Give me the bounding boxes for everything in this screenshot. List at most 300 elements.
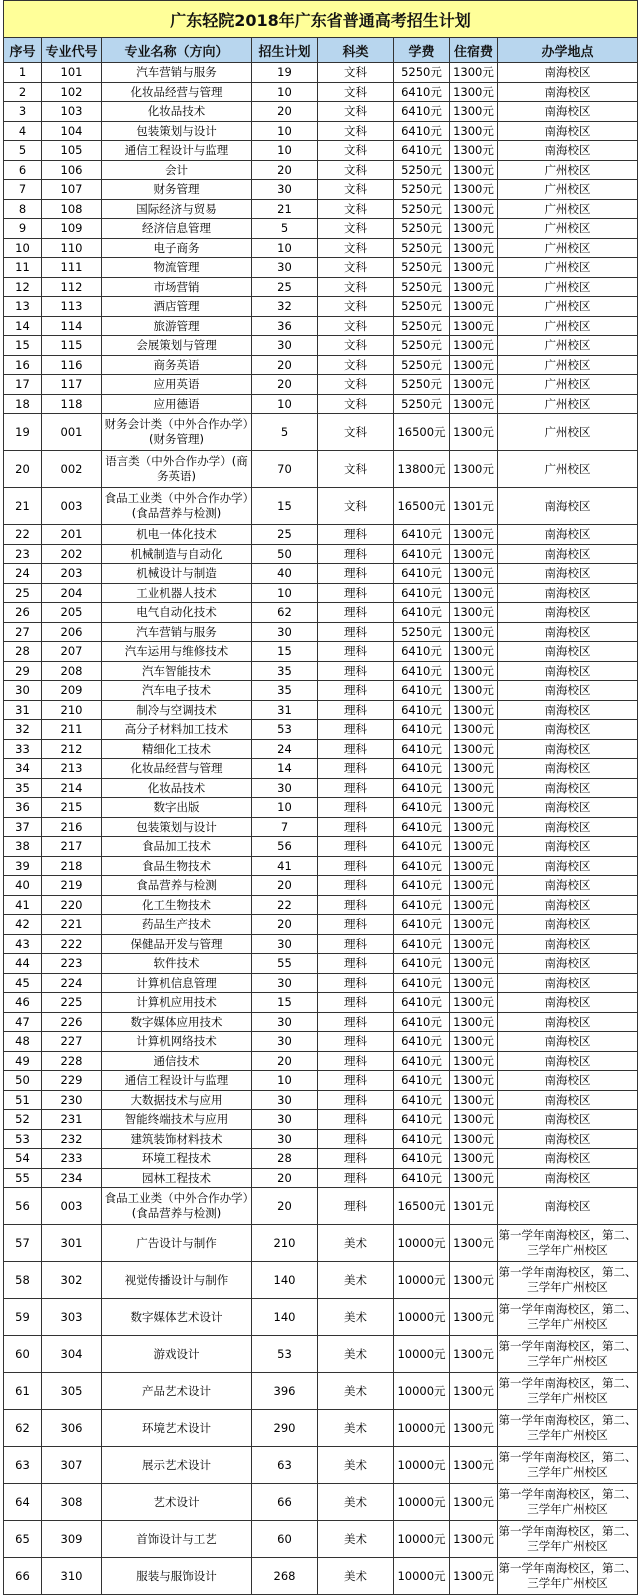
cell-campus: 第一学年南海校区，第二、三学年广州校区 <box>498 1299 638 1336</box>
col-header-category: 科类 <box>318 38 394 63</box>
cell-tuition: 6410元 <box>394 778 450 798</box>
cell-code: 216 <box>42 817 102 837</box>
table-row <box>4 297 638 317</box>
cell-major: 商务英语 <box>102 355 252 375</box>
table-row <box>4 1168 638 1188</box>
cell-quota: 25 <box>252 277 318 297</box>
cell-dorm-fee: 1300元 <box>450 238 498 258</box>
table-row <box>4 1225 638 1262</box>
cell-quota: 66 <box>252 1484 318 1521</box>
cell-major: 食品加工技术 <box>102 837 252 857</box>
cell-tuition: 16500元 <box>394 414 450 451</box>
cell-dorm-fee: 1300元 <box>450 1129 498 1149</box>
cell-category: 理科 <box>318 837 394 857</box>
cell-dorm-fee: 1300元 <box>450 355 498 375</box>
cell-tuition: 16500元 <box>394 1188 450 1225</box>
table-row <box>4 394 638 414</box>
cell-dorm-fee: 1300元 <box>450 1110 498 1130</box>
cell-quota: 31 <box>252 700 318 720</box>
cell-index: 66 <box>4 1558 42 1595</box>
table-row <box>4 564 638 584</box>
cell-code: 001 <box>42 414 102 451</box>
cell-major: 国际经济与贸易 <box>102 199 252 219</box>
cell-code: 208 <box>42 661 102 681</box>
cell-major: 环境工程技术 <box>102 1149 252 1169</box>
cell-tuition: 16500元 <box>394 488 450 525</box>
cell-quota: 55 <box>252 954 318 974</box>
cell-tuition: 5250元 <box>394 238 450 258</box>
table-row <box>4 720 638 740</box>
cell-quota: 20 <box>252 1188 318 1225</box>
table-row <box>4 856 638 876</box>
cell-tuition: 6410元 <box>394 1051 450 1071</box>
cell-index: 39 <box>4 856 42 876</box>
cell-major: 大数据技术与应用 <box>102 1090 252 1110</box>
cell-dorm-fee: 1300元 <box>450 642 498 662</box>
cell-campus: 南海校区 <box>498 1149 638 1169</box>
cell-tuition: 6410元 <box>394 1149 450 1169</box>
cell-campus: 南海校区 <box>498 876 638 896</box>
cell-dorm-fee: 1300元 <box>450 375 498 395</box>
cell-tuition: 6410元 <box>394 915 450 935</box>
cell-major: 精细化工技术 <box>102 739 252 759</box>
cell-category: 理科 <box>318 700 394 720</box>
cell-major: 食品工业类（中外合作办学）(食品营养与检测) <box>102 1188 252 1225</box>
cell-major: 汽车营销与服务 <box>102 63 252 83</box>
cell-major: 食品营养与检测 <box>102 876 252 896</box>
cell-tuition: 5250元 <box>394 355 450 375</box>
cell-code: 228 <box>42 1051 102 1071</box>
cell-code: 219 <box>42 876 102 896</box>
cell-category: 理科 <box>318 915 394 935</box>
cell-campus: 南海校区 <box>498 1090 638 1110</box>
cell-quota: 30 <box>252 934 318 954</box>
cell-category: 理科 <box>318 1168 394 1188</box>
cell-dorm-fee: 1300元 <box>450 63 498 83</box>
cell-index: 21 <box>4 488 42 525</box>
cell-quota: 30 <box>252 622 318 642</box>
cell-index: 11 <box>4 258 42 278</box>
cell-campus: 第一学年南海校区，第二、三学年广州校区 <box>498 1336 638 1373</box>
cell-campus: 南海校区 <box>498 1012 638 1032</box>
cell-index: 10 <box>4 238 42 258</box>
cell-tuition: 6410元 <box>394 817 450 837</box>
table-row <box>4 1188 638 1225</box>
cell-dorm-fee: 1300元 <box>450 1090 498 1110</box>
cell-tuition: 5250元 <box>394 258 450 278</box>
cell-category: 文科 <box>318 451 394 488</box>
table-row <box>4 739 638 759</box>
cell-category: 文科 <box>318 316 394 336</box>
cell-quota: 30 <box>252 180 318 200</box>
cell-campus: 南海校区 <box>498 1110 638 1130</box>
cell-code: 003 <box>42 1188 102 1225</box>
cell-tuition: 5250元 <box>394 219 450 239</box>
cell-dorm-fee: 1300元 <box>450 297 498 317</box>
cell-index: 28 <box>4 642 42 662</box>
cell-code: 115 <box>42 336 102 356</box>
cell-tuition: 6410元 <box>394 141 450 161</box>
cell-index: 59 <box>4 1299 42 1336</box>
cell-code: 107 <box>42 180 102 200</box>
cell-tuition: 6410元 <box>394 954 450 974</box>
cell-campus: 南海校区 <box>498 1129 638 1149</box>
table-row <box>4 141 638 161</box>
cell-campus: 广州校区 <box>498 277 638 297</box>
cell-dorm-fee: 1300元 <box>450 1484 498 1521</box>
cell-dorm-fee: 1300元 <box>450 414 498 451</box>
table-row <box>4 954 638 974</box>
cell-dorm-fee: 1300元 <box>450 1168 498 1188</box>
cell-category: 美术 <box>318 1299 394 1336</box>
cell-campus: 南海校区 <box>498 895 638 915</box>
cell-campus: 南海校区 <box>498 720 638 740</box>
cell-index: 19 <box>4 414 42 451</box>
cell-category: 美术 <box>318 1373 394 1410</box>
cell-campus: 南海校区 <box>498 1071 638 1091</box>
table-row <box>4 451 638 488</box>
cell-index: 60 <box>4 1336 42 1373</box>
cell-dorm-fee: 1300元 <box>450 817 498 837</box>
cell-dorm-fee: 1300元 <box>450 1336 498 1373</box>
enrollment-plan-sheet <box>3 0 637 1595</box>
cell-index: 65 <box>4 1521 42 1558</box>
cell-code: 116 <box>42 355 102 375</box>
cell-quota: 30 <box>252 336 318 356</box>
table-row <box>4 915 638 935</box>
cell-major: 会展策划与管理 <box>102 336 252 356</box>
cell-tuition: 10000元 <box>394 1225 450 1262</box>
cell-major: 通信工程设计与监理 <box>102 1071 252 1091</box>
cell-index: 26 <box>4 603 42 623</box>
cell-quota: 10 <box>252 1071 318 1091</box>
cell-dorm-fee: 1300元 <box>450 1521 498 1558</box>
cell-index: 50 <box>4 1071 42 1091</box>
table-row <box>4 238 638 258</box>
table-row <box>4 1484 638 1521</box>
cell-category: 文科 <box>318 219 394 239</box>
cell-campus: 南海校区 <box>498 488 638 525</box>
cell-category: 文科 <box>318 277 394 297</box>
table-row <box>4 1447 638 1484</box>
cell-category: 理科 <box>318 1090 394 1110</box>
cell-dorm-fee: 1300元 <box>450 544 498 564</box>
cell-code: 302 <box>42 1262 102 1299</box>
cell-dorm-fee: 1300元 <box>450 1051 498 1071</box>
cell-quota: 10 <box>252 583 318 603</box>
cell-category: 理科 <box>318 1149 394 1169</box>
cell-quota: 20 <box>252 160 318 180</box>
cell-major: 财务管理 <box>102 180 252 200</box>
cell-campus: 广州校区 <box>498 258 638 278</box>
cell-major: 通信工程设计与监理 <box>102 141 252 161</box>
cell-tuition: 6410元 <box>394 1168 450 1188</box>
table-row <box>4 1521 638 1558</box>
cell-index: 4 <box>4 121 42 141</box>
cell-dorm-fee: 1300元 <box>450 759 498 779</box>
cell-dorm-fee: 1300元 <box>450 1149 498 1169</box>
cell-quota: 50 <box>252 544 318 564</box>
cell-major: 环境艺术设计 <box>102 1410 252 1447</box>
cell-category: 文科 <box>318 297 394 317</box>
cell-major: 汽车电子技术 <box>102 681 252 701</box>
cell-code: 306 <box>42 1410 102 1447</box>
table-row <box>4 258 638 278</box>
cell-dorm-fee: 1300元 <box>450 121 498 141</box>
cell-code: 112 <box>42 277 102 297</box>
cell-code: 309 <box>42 1521 102 1558</box>
table-row <box>4 63 638 83</box>
cell-major: 数字媒体应用技术 <box>102 1012 252 1032</box>
cell-category: 理科 <box>318 603 394 623</box>
cell-index: 63 <box>4 1447 42 1484</box>
table-row <box>4 973 638 993</box>
cell-code: 101 <box>42 63 102 83</box>
col-header-dorm-fee: 住宿费 <box>450 38 498 63</box>
table-body <box>4 63 638 1595</box>
cell-category: 文科 <box>318 355 394 375</box>
cell-tuition: 5250元 <box>394 316 450 336</box>
cell-index: 36 <box>4 798 42 818</box>
cell-category: 美术 <box>318 1521 394 1558</box>
cell-major: 机械制造与自动化 <box>102 544 252 564</box>
cell-tuition: 5250元 <box>394 277 450 297</box>
cell-campus: 南海校区 <box>498 934 638 954</box>
cell-index: 48 <box>4 1032 42 1052</box>
table-row <box>4 121 638 141</box>
cell-quota: 35 <box>252 661 318 681</box>
cell-code: 233 <box>42 1149 102 1169</box>
cell-tuition: 6410元 <box>394 739 450 759</box>
cell-quota: 10 <box>252 394 318 414</box>
table-row <box>4 759 638 779</box>
cell-code: 111 <box>42 258 102 278</box>
col-header-major: 专业名称（方向） <box>102 38 252 63</box>
cell-quota: 20 <box>252 876 318 896</box>
cell-quota: 60 <box>252 1521 318 1558</box>
cell-tuition: 6410元 <box>394 661 450 681</box>
cell-major: 汽车智能技术 <box>102 661 252 681</box>
cell-dorm-fee: 1300元 <box>450 583 498 603</box>
cell-campus: 南海校区 <box>498 817 638 837</box>
cell-index: 53 <box>4 1129 42 1149</box>
cell-code: 205 <box>42 603 102 623</box>
cell-campus: 广州校区 <box>498 336 638 356</box>
table-row <box>4 700 638 720</box>
cell-quota: 20 <box>252 915 318 935</box>
cell-category: 理科 <box>318 973 394 993</box>
cell-category: 理科 <box>318 876 394 896</box>
cell-tuition: 6410元 <box>394 121 450 141</box>
cell-tuition: 10000元 <box>394 1447 450 1484</box>
cell-code: 310 <box>42 1558 102 1595</box>
cell-campus: 南海校区 <box>498 739 638 759</box>
cell-code: 223 <box>42 954 102 974</box>
cell-tuition: 6410元 <box>394 798 450 818</box>
cell-dorm-fee: 1300元 <box>450 954 498 974</box>
table-row <box>4 583 638 603</box>
cell-tuition: 6410元 <box>394 1090 450 1110</box>
cell-dorm-fee: 1300元 <box>450 199 498 219</box>
cell-major: 计算机应用技术 <box>102 993 252 1013</box>
cell-code: 222 <box>42 934 102 954</box>
cell-category: 文科 <box>318 199 394 219</box>
cell-major: 财务会计类（中外合作办学）(财务管理) <box>102 414 252 451</box>
cell-dorm-fee: 1300元 <box>450 934 498 954</box>
cell-category: 文科 <box>318 238 394 258</box>
cell-index: 15 <box>4 336 42 356</box>
cell-quota: 14 <box>252 759 318 779</box>
cell-category: 文科 <box>318 141 394 161</box>
cell-dorm-fee: 1300元 <box>450 1225 498 1262</box>
table-row <box>4 160 638 180</box>
cell-major: 药品生产技术 <box>102 915 252 935</box>
cell-dorm-fee: 1300元 <box>450 720 498 740</box>
cell-dorm-fee: 1300元 <box>450 661 498 681</box>
cell-dorm-fee: 1300元 <box>450 895 498 915</box>
cell-category: 理科 <box>318 993 394 1013</box>
table-row <box>4 661 638 681</box>
cell-tuition: 10000元 <box>394 1558 450 1595</box>
cell-category: 理科 <box>318 564 394 584</box>
cell-quota: 24 <box>252 739 318 759</box>
cell-major: 旅游管理 <box>102 316 252 336</box>
cell-index: 5 <box>4 141 42 161</box>
cell-index: 62 <box>4 1410 42 1447</box>
cell-category: 理科 <box>318 622 394 642</box>
cell-category: 文科 <box>318 375 394 395</box>
cell-campus: 第一学年南海校区，第二、三学年广州校区 <box>498 1410 638 1447</box>
cell-category: 理科 <box>318 661 394 681</box>
cell-index: 45 <box>4 973 42 993</box>
table-row <box>4 525 638 545</box>
cell-index: 55 <box>4 1168 42 1188</box>
cell-index: 37 <box>4 817 42 837</box>
cell-major: 园林工程技术 <box>102 1168 252 1188</box>
cell-major: 机电一体化技术 <box>102 525 252 545</box>
cell-major: 游戏设计 <box>102 1336 252 1373</box>
cell-index: 47 <box>4 1012 42 1032</box>
cell-major: 酒店管理 <box>102 297 252 317</box>
cell-code: 104 <box>42 121 102 141</box>
cell-major: 数字媒体艺术设计 <box>102 1299 252 1336</box>
table-row <box>4 642 638 662</box>
cell-campus: 南海校区 <box>498 603 638 623</box>
cell-major: 软件技术 <box>102 954 252 974</box>
cell-quota: 40 <box>252 564 318 584</box>
cell-quota: 21 <box>252 199 318 219</box>
cell-index: 46 <box>4 993 42 1013</box>
cell-tuition: 10000元 <box>394 1299 450 1336</box>
cell-major: 汽车运用与维修技术 <box>102 642 252 662</box>
cell-major: 展示艺术设计 <box>102 1447 252 1484</box>
cell-dorm-fee: 1300元 <box>450 915 498 935</box>
cell-campus: 南海校区 <box>498 63 638 83</box>
cell-quota: 22 <box>252 895 318 915</box>
table-row <box>4 993 638 1013</box>
cell-quota: 32 <box>252 297 318 317</box>
cell-campus: 南海校区 <box>498 661 638 681</box>
cell-quota: 20 <box>252 1051 318 1071</box>
cell-dorm-fee: 1300元 <box>450 102 498 122</box>
cell-quota: 15 <box>252 642 318 662</box>
cell-campus: 广州校区 <box>498 355 638 375</box>
cell-tuition: 6410元 <box>394 1012 450 1032</box>
cell-campus: 南海校区 <box>498 121 638 141</box>
cell-code: 103 <box>42 102 102 122</box>
cell-category: 美术 <box>318 1225 394 1262</box>
cell-quota: 53 <box>252 1336 318 1373</box>
cell-index: 3 <box>4 102 42 122</box>
cell-category: 理科 <box>318 583 394 603</box>
cell-dorm-fee: 1300元 <box>450 856 498 876</box>
cell-category: 理科 <box>318 954 394 974</box>
cell-campus: 广州校区 <box>498 160 638 180</box>
cell-code: 102 <box>42 82 102 102</box>
cell-category: 理科 <box>318 1012 394 1032</box>
cell-major: 工业机器人技术 <box>102 583 252 603</box>
col-header-quota: 招生计划 <box>252 38 318 63</box>
cell-category: 文科 <box>318 488 394 525</box>
cell-index: 22 <box>4 525 42 545</box>
cell-major: 智能终端技术与应用 <box>102 1110 252 1130</box>
cell-quota: 20 <box>252 355 318 375</box>
header-row <box>4 38 638 63</box>
cell-index: 51 <box>4 1090 42 1110</box>
table-row <box>4 316 638 336</box>
cell-dorm-fee: 1300元 <box>450 1032 498 1052</box>
col-header-tuition: 学费 <box>394 38 450 63</box>
cell-campus: 广州校区 <box>498 394 638 414</box>
cell-code: 304 <box>42 1336 102 1373</box>
cell-dorm-fee: 1300元 <box>450 837 498 857</box>
cell-quota: 41 <box>252 856 318 876</box>
table-row <box>4 102 638 122</box>
cell-campus: 广州校区 <box>498 375 638 395</box>
cell-quota: 53 <box>252 720 318 740</box>
cell-code: 225 <box>42 993 102 1013</box>
cell-tuition: 6410元 <box>394 895 450 915</box>
cell-quota: 30 <box>252 258 318 278</box>
table-row <box>4 622 638 642</box>
cell-code: 224 <box>42 973 102 993</box>
cell-code: 211 <box>42 720 102 740</box>
cell-index: 34 <box>4 759 42 779</box>
cell-code: 118 <box>42 394 102 414</box>
cell-quota: 30 <box>252 1129 318 1149</box>
cell-dorm-fee: 1300元 <box>450 394 498 414</box>
cell-category: 理科 <box>318 798 394 818</box>
table-row <box>4 681 638 701</box>
cell-tuition: 10000元 <box>394 1484 450 1521</box>
cell-campus: 第一学年南海校区，第二、三学年广州校区 <box>498 1225 638 1262</box>
enrollment-table <box>3 0 638 1595</box>
cell-quota: 140 <box>252 1299 318 1336</box>
cell-quota: 30 <box>252 1032 318 1052</box>
cell-index: 7 <box>4 180 42 200</box>
cell-index: 2 <box>4 82 42 102</box>
cell-major: 高分子材料加工技术 <box>102 720 252 740</box>
cell-quota: 25 <box>252 525 318 545</box>
cell-campus: 南海校区 <box>498 642 638 662</box>
table-row <box>4 82 638 102</box>
cell-campus: 南海校区 <box>498 700 638 720</box>
cell-category: 理科 <box>318 1051 394 1071</box>
cell-index: 14 <box>4 316 42 336</box>
cell-category: 理科 <box>318 778 394 798</box>
table-row <box>4 934 638 954</box>
cell-dorm-fee: 1300元 <box>450 739 498 759</box>
